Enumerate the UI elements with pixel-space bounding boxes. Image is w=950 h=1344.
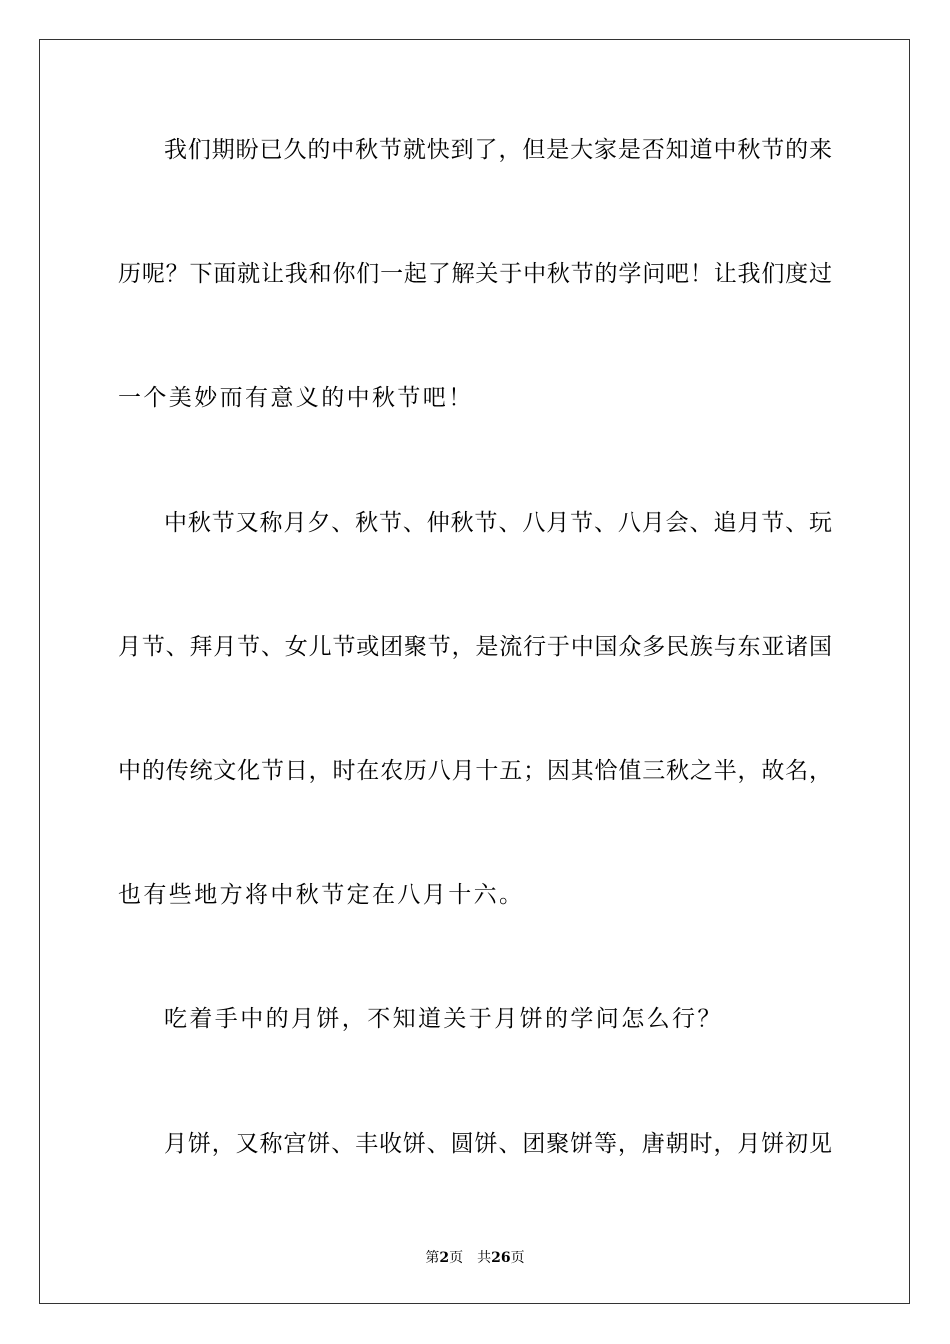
paragraph-2-line-4: 也有些地方将中秋节定在八月十六。 [118,882,525,908]
page-footer [0,1248,950,1268]
paragraph-4-line-1: 月饼，又称宫饼、丰收饼、圆饼、团聚饼等，唐朝时，月饼初见 [164,1131,832,1157]
paragraph-1-line-1: 我们期盼已久的中秋节就快到了，但是大家是否知道中秋节的来 [164,137,832,163]
paragraph-1-line-2: 历呢？下面就让我和你们一起了解关于中秋节的学问吧！让我们度过 [118,261,832,287]
total-pages-suffix: 页 [510,1250,525,1266]
total-pages-prefix: 共 [477,1250,492,1266]
current-page-number: 2 [439,1250,450,1266]
total-pages-number: 26 [491,1250,511,1266]
page-number-prefix: 第 [425,1250,440,1266]
paragraph-1-line-3: 一个美妙而有意义的中秋节吧！ [118,385,474,411]
page-border [39,39,910,1304]
paragraph-2-line-3: 中的传统文化节日，时在农历八月十五；因其恰值三秋之半，故名， [118,758,832,784]
paragraph-3-line-1: 吃着手中的月饼，不知道关于月饼的学问怎么行？ [164,1006,723,1032]
paragraph-2-line-2: 月节、拜月节、女儿节或团聚节，是流行于中国众多民族与东亚诸国 [118,634,832,660]
paragraph-2-line-1: 中秋节又称月夕、秋节、仲秋节、八月节、八月会、追月节、玩 [164,510,832,536]
page-number-suffix: 页 [449,1250,464,1266]
